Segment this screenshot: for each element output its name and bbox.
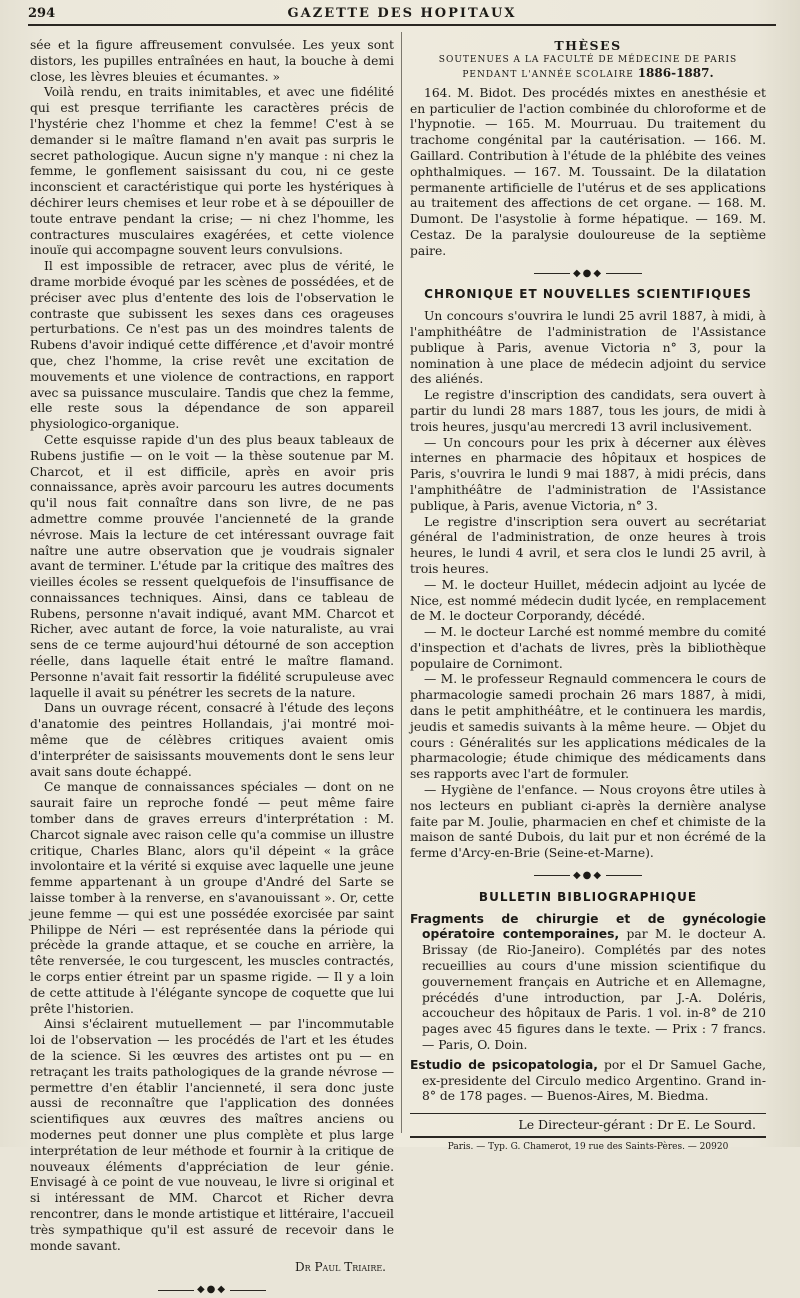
bulletin-title: BULLETIN BIBLIOGRAPHIQUE [478, 889, 698, 904]
article-paragraph: Dans un ouvrage récent, consacré à l'étude des leçons d'anatomie des peintres Hollandais, j'ai montré moi-même que de célèbres critiques avaient omis d'interpréter de saisissants mouvements dont le sens leur avait sans doute échappé. [30, 701, 394, 779]
journal-title: GAZETTE DES HOPITAUX [287, 5, 517, 21]
ornament-divider [410, 868, 766, 884]
chronique-paragraph: — M. le professeur Regnauld commencera le cours de pharmacologie samedi prochain 26 mars 1887, à midi, dans le petit amphithéâtre, et le continuera les mardis, jeudis et samedis suivants à la même heure. — Objet du cours : Généralités sur les applications médicales de la pharmacologie; étude chimique des médicaments dans ses rapports avec l'art de formuler. [410, 672, 766, 782]
theses-subtitle-1: SOUTENUES A LA FACULTÉ DE MÉDECINE DE PARIS [438, 54, 738, 65]
theses-text: 164. M. Bidot. Des procédés mixtes en anesthésie et en particulier de l'action combinée du chloroforme et de l'hypnotie. — 165. M. Mourruau. Du traitement du trachome congénital par la cautérisation. — 166. M. Gaillard. Contribution à l'étude de la phlébite des veines ophthalmiques. — 167. M. Toussaint. De la dilatation permanente artificielle de l'utérus et de ses applications au traitement des affections de cet organe. — 168. M. Dumont. De l'asystolie à forme hépatique. — 169. M. Cestaz. De la paralysie douloureuse de la septième paire. [410, 85, 766, 258]
ornament-glyph: ◆●◆ [572, 267, 604, 279]
article-paragraph: Il est impossible de retracer, avec plus de vérité, le drame morbide évoqué par les scènes de possédées, et de préciser avec plus d'entente des lois de l'observation le contraste que subissent les sexes dans ces orageuses perturbations. Ce n'est pas un des moindres talents de Rubens d'avoir indiqué cette différence ,et d'avoir montré que, chez l'homme, la crise revêt une excitation de mouvements et une violence de contractions, en rapport avec sa puissance musculaire. Tandis que chez la femme, elle reste sous la dépendance de son appareil physiologico-organique. [30, 259, 394, 432]
theses-subtitle-2 [410, 67, 766, 82]
bulletin-entry-text: por el Dr Samuel Gache, ex-presidente del Circulo medico Argentino. Grand in-8° de 178 pages. — Buenos-Aires, M. Biedma. [422, 1057, 766, 1104]
left-column [30, 38, 394, 1296]
ornament-divider [30, 1282, 394, 1298]
article-paragraph: Cette esquisse rapide d'un des plus beaux tableaux de Rubens justifie — on le voit — la thèse soutenue par M. Charcot, et il est difficile, après en avoir pris connaissance, après avoir parcouru les autres documents qu'il nous fait connaître dans son livre, de ne pas admettre comme prouvée l'ancienneté de la grande névrose. Mais la lecture de cet intéressant ouvrage fait naître une autre observation que je voudrais signaler avant de terminer. L'étude par la critique des maîtres des vieilles écoles se ressent quelquefois de l'insuffisance de connaissances techniques. Ainsi, dans ce tableau de Rubens, personne n'avait indiqué, avant MM. Charcot et Richer, avec autant de force, la voie naturaliste, au vrai sens de ce terme aujourd'hui détourné de son acception réelle, dans laquelle était entré le maître flamand. Personne n'avait fait ressortir la fidélité scrupuleuse avec laquelle il avait su pénétrer les secrets de la nature. [30, 432, 394, 700]
article-paragraph: sée et la figure affreusement convulsée. Les yeux sont distors, les pupilles entraînées en haut, la bouche à demi close, les lèvres bleuies et écumantes. » [30, 38, 394, 84]
ornament-glyph: ◆●◆ [572, 870, 604, 882]
bulletin-entry [410, 912, 766, 1054]
theses-subtitle-2-text: PENDANT L'ANNÉE SCOLAIRE [462, 69, 634, 80]
printer-line: Paris. — Typ. G. Chamerot, 19 rue des Saints-Pères. — 20920 [447, 1142, 729, 1152]
chronique-paragraph: — Un concours pour les prix à décerner aux élèves internes en pharmacie des hôpitaux et hospices de Paris, s'ouvrira le lundi 9 mai 1887, à midi précis, dans l'amphithéâtre de l'administration de l'Assistance publique, à Paris, avenue Victoria, n° 3. [410, 435, 766, 513]
theses-title: THÈSES [554, 38, 622, 53]
bulletin-entry-title: Estudio de psicopatologia, [410, 1057, 598, 1072]
ornament-glyph: ◆●◆ [196, 1284, 228, 1296]
ornament-divider [410, 266, 766, 282]
chronique-paragraph: — M. le docteur Larché est nommé membre du comité d'inspection et d'achats de livres, près la bibliothèque populaire de Cornimont. [410, 625, 766, 671]
article-paragraph: Ainsi s'éclairent mutuellement — par l'incommutable loi de l'observation — les procédés de l'art et les études de la science. Si les œuvres des artistes ont pu — en retraçant les traits pathologiques de la grande névrose — permettre d'en établir l'ancienneté, il sera donc juste aussi de reconnaître que l'application des données scientifiques aux œuvres des maîtres anciens ou modernes peut donner une plus complète et plus large interprétation de leur méthode et fournir à la critique de nouveaux éléments d'appréciation de leur génie. Envisagé à ce point de vue nouveau, le livre si original et si intéressant de MM. Charcot et Richer devra rencontrer, dans le monde artistique et littéraire, l'accueil très sympathique qu'il est assuré de recevoir dans le monde savant. [30, 1017, 394, 1253]
right-column [410, 38, 766, 1152]
article-paragraph: Voilà rendu, en traits inimitables, et avec une fidélité qui est presque terrifiante les caractères précis de l'hystérie chez l'homme et chez la femme! C'est à se demander si le maître flamand n'en avait pas surpris le secret pathologique. Aucun signe n'y manque : ni chez la femme, le gonflement saisissant du cou, ni ce geste inconscient et caractéristique qui porte les hystériques à déchirer leurs chemises et leur robe et à se dépouiller de toute entrave pendant la crise; — ni chez l'homme, les contractures musculaires exagérées, et cette violence inouïe qui accompagne souvent leurs convulsions. [30, 85, 394, 258]
bulletin-entry-title: Fragments de chirurgie et de gynécologie opératoire contemporaines, [410, 911, 766, 942]
page-footer [410, 1113, 766, 1138]
chronique-title: CHRONIQUE ET NOUVELLES SCIENTIFIQUES [424, 287, 752, 302]
bulletin-entry [410, 1058, 766, 1105]
page-header [28, 2, 776, 26]
column-divider [401, 32, 402, 1133]
chronique-paragraph: Le registre d'inscription sera ouvert au secrétariat général de l'administration, de onze heures à trois heures, le lundi 4 avril, et sera clos le lundi 25 avril, à trois heures. [410, 514, 766, 576]
chronique-paragraph: — M. le docteur Huillet, médecin adjoint au lycée de Nice, est nommé médecin dudit lycée, en remplacement de M. le docteur Corporandy, décédé. [410, 577, 766, 624]
chronique-paragraph: Le registre d'inscription des candidats, sera ouvert à partir du lundi 28 mars 1887, tous les jours, de midi à trois heures, jusqu'au mercredi 13 avril inclusivement. [410, 388, 766, 434]
theses-year: 1886-1887. [637, 65, 714, 80]
chronique-paragraph: — Hygiène de l'enfance. — Nous croyons être utiles à nos lecteurs en publiant ci-après la dernière analyse faite par M. Joulie, pharmacien en chef et chimiste de la maison de santé Dubois, du lait pur et non écrémé de la ferme d'Arcy-en-Brie (Seine-et-Marne). [410, 783, 766, 861]
chronique-paragraph: Un concours s'ouvrira le lundi 25 avril 1887, à midi, à l'amphithéâtre de l'administration de l'Assistance publique à Paris, avenue Victoria n° 3, pour la nomination à une place de médecin adjoint du service des aliénés. [410, 309, 766, 387]
author-signature: Dr Paul Triaire. [295, 1260, 386, 1275]
bulletin-entry-text: par M. le docteur A. Brissay (de Rio-Janeiro). Complétés par des notes recueillies au cours d'une mission scientifique du gouvernement français en Autriche et en Allemagne, précédés d'une introduction, par J.-A. Doléris, accoucheur des hôpitaux de Paris. 1 vol. in-8° de 210 pages avec 45 figures dans le texte. — Prix : 7 francs. — Paris, O. Doin. [422, 927, 766, 1053]
article-paragraph: Ce manque de connaissances spéciales — dont on ne saurait faire un reproche fondé — peut même faire tomber dans de graves erreurs d'interprétation : M. Charcot signale avec raison celle qu'a commise un illustre critique, Charles Blanc, alors qu'il dépeint « la grâce involontaire et la vérité si exquise avec laquelle une jeune femme appartenant à un groupe d'André del Sarte se laisse tomber à la renverse, en s'avanouissant ». Or, cette jeune femme — qui est une possédée exorcisée par saint Philippe de Néri — est représentée dans la période qui précède la grande attaque, et se couche en arrière, la tête renversée, le cou turgescent, les muscles contractés, le corps entier étreint par un spasme rigide. — Il y a loin de cette attitude à l'élégante syncope de coquette que lui prête l'historien. [30, 780, 394, 1016]
page-number: 294 [28, 5, 56, 21]
bulletin-entries [410, 912, 766, 1106]
director-line: Le Directeur-gérant : Dr E. Le Sourd. [518, 1117, 756, 1133]
